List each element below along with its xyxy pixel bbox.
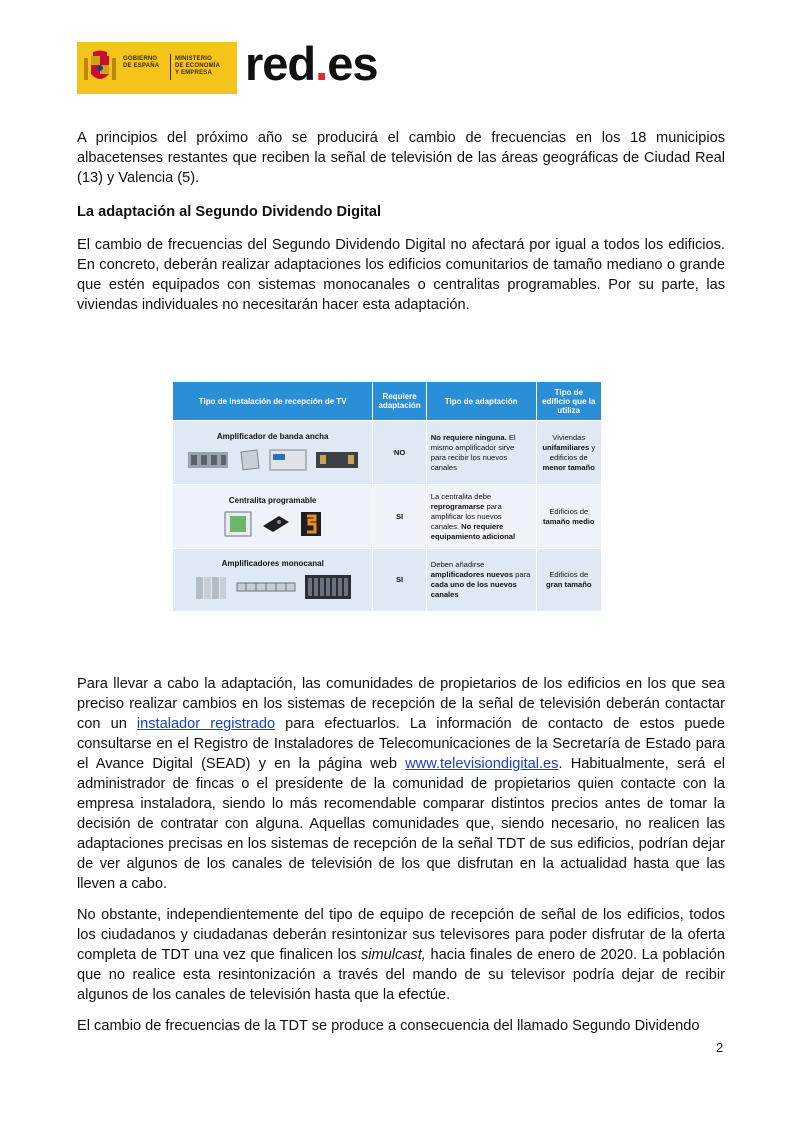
ministry-text — [175, 56, 220, 77]
brand-pre: red — [245, 37, 316, 90]
install-cell — [173, 549, 373, 612]
column-header: Tipo de instalación de recepción de TV — [173, 382, 373, 421]
paragraph-3 — [77, 674, 725, 894]
table-row — [173, 549, 602, 612]
column-header: Tipo de edificio que la utiliza — [536, 382, 601, 421]
install-name: Centralita programable — [228, 495, 317, 505]
device-images — [177, 446, 368, 474]
televisiondigital-link[interactable]: www.televisiondigital.es — [405, 756, 559, 772]
ministry-line: DE ECONOMÍA — [175, 63, 221, 69]
adaptation-table — [172, 381, 602, 612]
monochannel-rack-icon — [304, 573, 352, 601]
table-row — [173, 421, 602, 485]
text-span: para efectuarlos. La información de contacto de estos puede consultarse en el Registro de Instaladores de Telecomunicaciones de la Secretaría de Estado para el Avance Digital (SEAD) y en la página web — [77, 716, 726, 772]
orange-unit-icon — [299, 510, 323, 538]
text-span: El mismo amplificador sirve para recibir los nuevos canales — [430, 432, 516, 472]
text-span: Para llevar a cabo la adaptación, las comunidades de propietarios de los edificios en los que sea preciso realizar cambios en los sistemas de recepción de la señal de televisión deberán contactar con un — [77, 676, 725, 732]
monochannel-strip-icon — [236, 575, 296, 599]
text-span: No obstante, independientemente del tipo de equipo de recepción de señal de los edificios, todos los ciudadanos y ciudadanas deberán resintonizar sus televisores para poder disfrutar de la oferta completa de TDT una vez que finalicen los — [77, 907, 725, 963]
programmable-unit-icon — [223, 510, 253, 538]
registered-installer-link[interactable]: instalador registrado — [136, 716, 276, 732]
device-images — [177, 573, 368, 601]
brand-dot: . — [315, 37, 328, 90]
government-text — [123, 56, 159, 70]
amplifier-blue-icon — [269, 448, 307, 472]
requires-cell: NO — [373, 421, 426, 485]
text-span: hacia finales de enero de 2020. La población que no realice esta resintonización a través del mando de su televisor podría dejar de recibir algunos de los canales de televisión hasta que la efectúe. — [77, 947, 725, 1003]
text-span: para amplificar los nuevos canales. — [430, 501, 502, 531]
requires-cell: SI — [373, 485, 426, 549]
requires-cell: SI — [373, 549, 426, 612]
install-name: Amplificador de banda ancha — [216, 431, 329, 441]
amplifier-dark-icon — [315, 449, 359, 471]
text-span: y edificios de — [549, 442, 596, 462]
paragraph-2: El cambio de frecuencias del Segundo Dividendo Digital no afectará por igual a todos los edificios. En concreto, deberán realizar adaptaciones los edificios comunitarios de tamaño mediano o grande que estén equipados con sistemas monocanales o centralitas programables. Por su parte, las viviendas individuales no necesitarán hacer esta adaptación. — [77, 237, 725, 313]
remote-programmer-icon — [261, 512, 291, 536]
section-heading: La adaptación al Segundo Dividendo Digital — [77, 204, 382, 220]
emphasis-text: simulcast, — [360, 947, 426, 963]
bold-text: No requiere equipamiento adicional — [430, 521, 516, 541]
amplifier-icon — [237, 448, 261, 472]
device-images — [177, 510, 368, 538]
bold-text: tamaño medio — [543, 516, 595, 526]
paragraph-4 — [77, 905, 725, 1005]
text-span: Viviendas — [552, 432, 586, 442]
bold-text: cada uno de los nuevos canales — [430, 580, 517, 599]
table-row — [173, 485, 602, 549]
broadband-amplifier-icon — [187, 449, 229, 471]
ministry-line: MINISTERIO — [175, 56, 213, 62]
monochannel-modules-icon — [194, 573, 228, 601]
text-span: Deben añadirse — [430, 560, 485, 569]
bold-text: unifamiliares — [542, 442, 590, 452]
bold-text: No requiere ninguna. — [430, 432, 507, 442]
bold-text: gran tamaño — [545, 580, 592, 589]
text-span: Edificios de — [549, 506, 589, 516]
install-cell — [173, 485, 373, 549]
logo-divider — [170, 54, 171, 80]
brand-post: es — [327, 37, 378, 90]
install-cell — [173, 421, 373, 485]
adaptation-cell — [426, 485, 536, 549]
paragraph-5: El cambio de frecuencias de la TDT se produce a consecuencia del llamado Segundo Dividendo — [77, 1018, 700, 1034]
column-header: Tipo de adaptación — [426, 382, 536, 421]
bold-text: menor tamaño — [542, 462, 595, 472]
column-header: Requiere adaptación — [373, 382, 426, 421]
page-number: 2 — [716, 1040, 724, 1055]
bold-text: amplificadores nuevos — [430, 570, 514, 579]
coat-of-arms-icon — [83, 50, 117, 86]
adaptation-cell — [426, 421, 536, 485]
government-logo — [77, 42, 237, 94]
gov-line: GOBIERNO — [123, 56, 158, 62]
building-cell — [536, 549, 601, 612]
text-span: . Habitualmente, será el administrador de fincas o el presidente de la comunidad de propietarios quien contacte con la empresa instaladora, siendo lo más recomendable comparar distintos precios antes de tomar la decisión de contratar con alguna. Aquellas comunidades que, siendo necesario, no realicen las adaptaciones precisas en los sistemas de recepción de la señal TDT de sus edificios, podrían dejar de ver algunos de los canales de televisión de los que disfrutan en la actualidad hasta que las lleven a cabo. — [77, 756, 725, 892]
text-span: La centralita debe — [430, 491, 492, 501]
gov-line: DE ESPAÑA — [123, 63, 160, 69]
bold-text: reprogramarse — [430, 501, 485, 511]
adaptation-cell — [426, 549, 536, 612]
ministry-line: Y EMPRESA — [175, 70, 213, 76]
building-cell — [536, 421, 601, 485]
text-span: Edificios de — [549, 570, 589, 579]
building-cell — [536, 485, 601, 549]
text-span: para — [513, 570, 531, 579]
brand-logo — [245, 36, 377, 91]
install-name: Amplificadores monocanal — [221, 559, 324, 568]
paragraph-1: A principios del próximo año se producirá el cambio de frecuencias en los 18 municipios albacetenses restantes que reciben la señal de televisión de las áreas geográficas de Ciudad Real (13) y Valencia (5). — [77, 130, 725, 186]
